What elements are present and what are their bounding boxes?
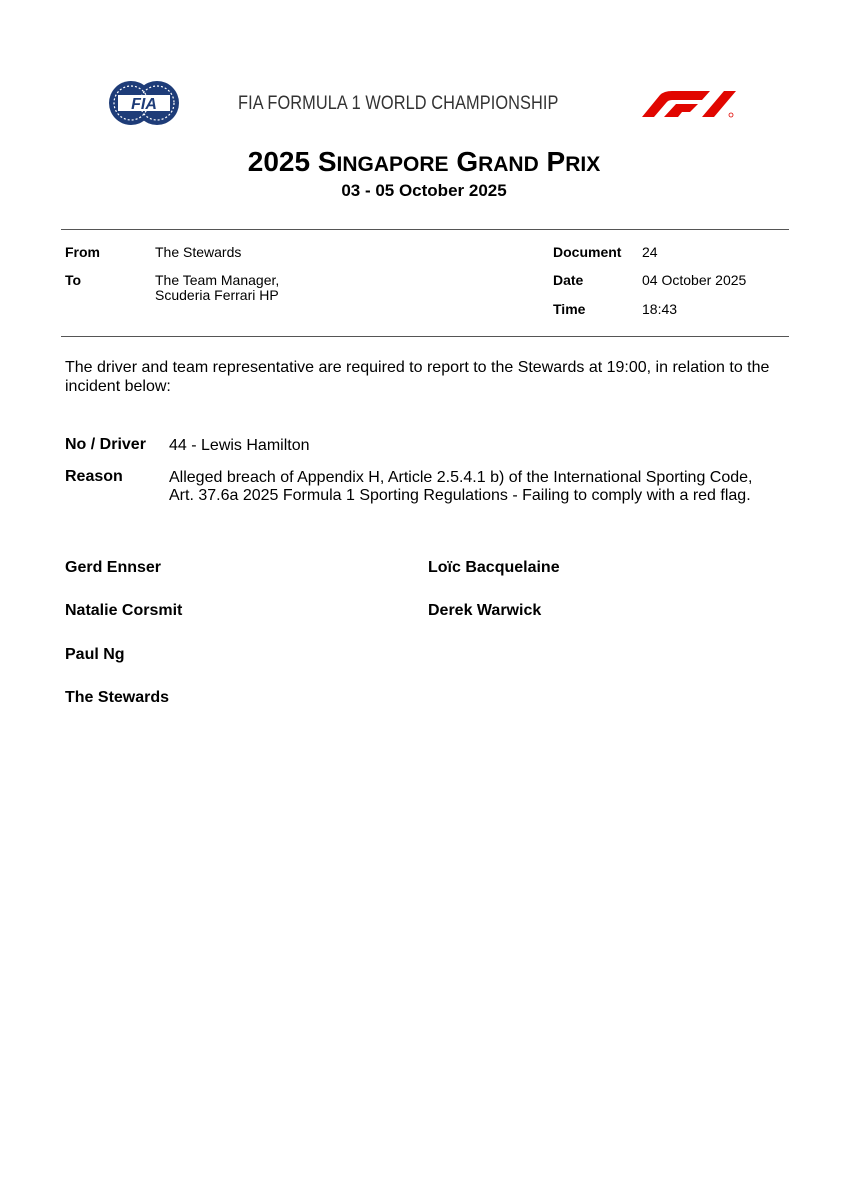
time-value: 18:43 — [642, 301, 678, 317]
to-label: To — [65, 272, 82, 288]
summons-line2: incident below: — [65, 378, 171, 395]
summons-text — [65, 358, 785, 396]
reason-line2: Art. 37.6a 2025 Formula 1 Sporting Regulations - Failing to comply with a red flag. — [169, 487, 751, 504]
driver-label: No / Driver — [65, 436, 146, 453]
divider-bottom — [61, 336, 789, 337]
steward-name: Loïc Bacquelaine — [428, 559, 560, 576]
steward-name: Natalie Corsmit — [65, 602, 183, 619]
event-title: 2025 SINGAPORE GRAND PRIX — [247, 146, 601, 177]
from-label: From — [65, 244, 100, 260]
stewards-signoff: The Stewards — [65, 689, 170, 706]
divider-top — [61, 229, 789, 230]
from-value: The Stewards — [155, 244, 242, 260]
date-label: Date — [553, 272, 584, 288]
to-value-line1: The Team Manager, — [155, 272, 280, 288]
driver-value: 44 - Lewis Hamilton — [169, 437, 310, 454]
reason-line1: Alleged breach of Appendix H, Article 2.5.4.1 b) of the International Sporting Code, — [169, 469, 753, 486]
f1-logo — [636, 89, 740, 119]
steward-name: Derek Warwick — [428, 602, 542, 619]
fia-logo — [107, 78, 181, 128]
steward-name: Gerd Ennser — [65, 559, 162, 576]
event-dates: 03 - 05 October 2025 — [341, 181, 507, 200]
to-value — [155, 273, 279, 303]
reason-value — [169, 469, 789, 505]
summons-line1: The driver and team representative are required to report to the Stewards at 19:00, in relation to the — [65, 359, 770, 376]
reason-label: Reason — [65, 468, 123, 485]
to-value-line2: Scuderia Ferrari HP — [155, 287, 279, 303]
date-value: 04 October 2025 — [642, 272, 747, 288]
fia-logo-text: FIA — [131, 96, 157, 113]
document-label: Document — [553, 244, 622, 260]
championship-title: FIA FORMULA 1 WORLD CHAMPIONSHIP — [238, 93, 559, 114]
steward-name: Paul Ng — [65, 646, 125, 663]
document-value: 24 — [642, 244, 658, 260]
time-label: Time — [553, 301, 586, 317]
